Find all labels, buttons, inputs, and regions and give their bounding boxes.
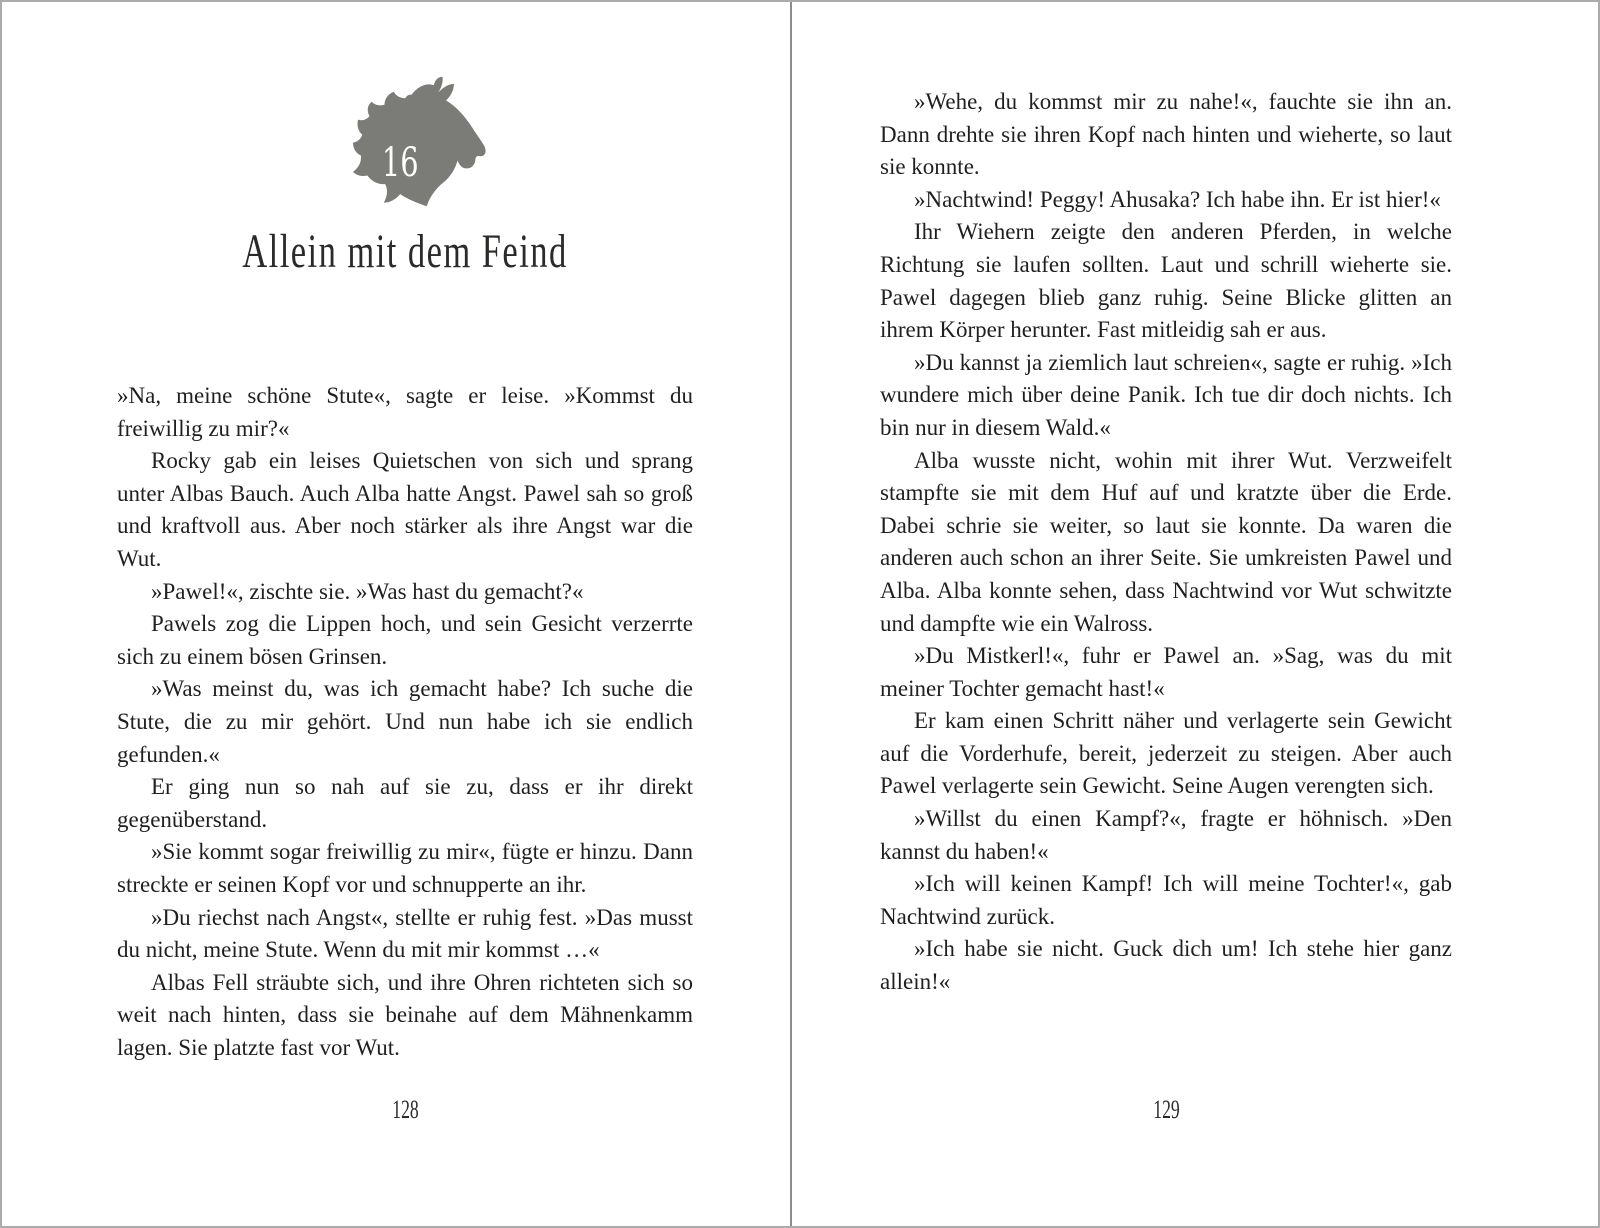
paragraph: »Du riechst nach Angst«, stellte er ruhig fest. »Das musst du nicht, meine Stute. Wenn du mit mir kommst …«	[117, 904, 693, 963]
page-gutter-divider	[790, 2, 792, 1226]
paragraph: »Was meinst du, was ich gemacht habe? Ich suche die Stute, die zu mir gehört. Und nun habe ich sie endlich gefunden.«	[117, 676, 693, 767]
chapter-title-text: Allein mit dem Feind	[242, 225, 568, 278]
paragraph: Albas Fell sträubte sich, und ihre Ohren richteten sich so weit nach hinten, dass sie beinahe auf dem Mähnenkamm lagen. Sie platzte fast vor Wut.	[117, 969, 693, 1060]
chapter-number: 16	[381, 140, 419, 187]
paragraph: Er ging nun so nah auf sie zu, dass er ihr direkt gegenüberstand.	[117, 774, 693, 832]
chapter-ornament	[117, 76, 693, 217]
chapter-title	[117, 224, 693, 279]
paragraph: »Na, meine schöne Stute«, sagte er leise. »Kommst du freiwillig zu mir?«	[117, 383, 693, 441]
page-left-text	[117, 380, 693, 1064]
paragraph: »Willst du einen Kampf?«, fragte er höhnisch. »Den kannst du haben!«	[880, 806, 1452, 864]
paragraph: Er kam einen Schritt näher und verlagerte sein Gewicht auf die Vorderhufe, bereit, jederzeit zu steigen. Aber auch Pawel verlagerte sein Gewicht. Seine Augen verengten sich.	[880, 708, 1452, 799]
horse-head-icon	[337, 76, 495, 212]
paragraph: »Ich habe sie nicht. Guck dich um! Ich stehe hier ganz allein!«	[880, 936, 1452, 995]
page-number-left-text: 128	[391, 1095, 419, 1124]
paragraph: »Wehe, du kommst mir zu nahe!«, fauchte sie ihn an. Dann drehte sie ihren Kopf nach hinten und wieherte, so laut sie konnte.	[880, 89, 1452, 180]
paragraph: Rocky gab ein leises Quietschen von sich und sprang unter Albas Bauch. Auch Alba hatte Angst. Pawel sah so groß und kraftvoll aus. Aber noch stärker als ihre Angst war die Wut.	[117, 448, 693, 571]
paragraph: »Du kannst ja ziemlich laut schreien«, sagte er ruhig. »Ich wundere mich über deine Panik. Ich tue dir doch nichts. Ich bin nur in diesem Wald.«	[880, 349, 1452, 440]
page-number-right-text: 129	[1152, 1095, 1180, 1124]
page-number-left	[117, 1095, 693, 1125]
paragraph: »Nachtwind! Peggy! Ahusaka? Ich habe ihn. Er ist hier!«	[914, 186, 1441, 212]
page-number-right	[880, 1095, 1452, 1125]
paragraph: Ihr Wiehern zeigte den anderen Pferden, in welche Richtung sie laufen sollten. Laut und schrill wieherte sie. Pawel dagegen blieb ganz ruhig. Seine Blicke glitten an ihrem Körper herunter. Fast mitleidig sah er aus.	[880, 219, 1452, 343]
paragraph: Pawels zog die Lippen hoch, und sein Gesicht verzerrte sich zu einem bösen Grinsen.	[117, 611, 693, 669]
paragraph: »Sie kommt sogar freiwillig zu mir«, fügte er hinzu. Dann streckte er seinen Kopf vor und schnupperte an ihr.	[117, 839, 693, 897]
paragraph: Alba wusste nicht, wohin mit ihrer Wut. Verzweifelt stampfte sie mit dem Huf auf und kratzte über die Erde. Dabei schrie sie weiter, so laut sie konnte. Da waren die anderen auch schon an ihrer Seite. Sie umkreisten Pawel und Alba. Alba konnte sehen, dass Nachtwind vor Wut schwitzte und dampfte wie ein Walross.	[880, 447, 1452, 636]
paragraph: »Du Mistkerl!«, fuhr er Pawel an. »Sag, was du mit meiner Tochter gemacht hast!«	[880, 643, 1452, 701]
paragraph: »Pawel!«, zischte sie. »Was hast du gemacht?«	[151, 578, 584, 604]
paragraph: »Ich will keinen Kampf! Ich will meine Tochter!«, gab Nachtwind zurück.	[880, 871, 1452, 929]
page-right-text	[880, 86, 1452, 999]
